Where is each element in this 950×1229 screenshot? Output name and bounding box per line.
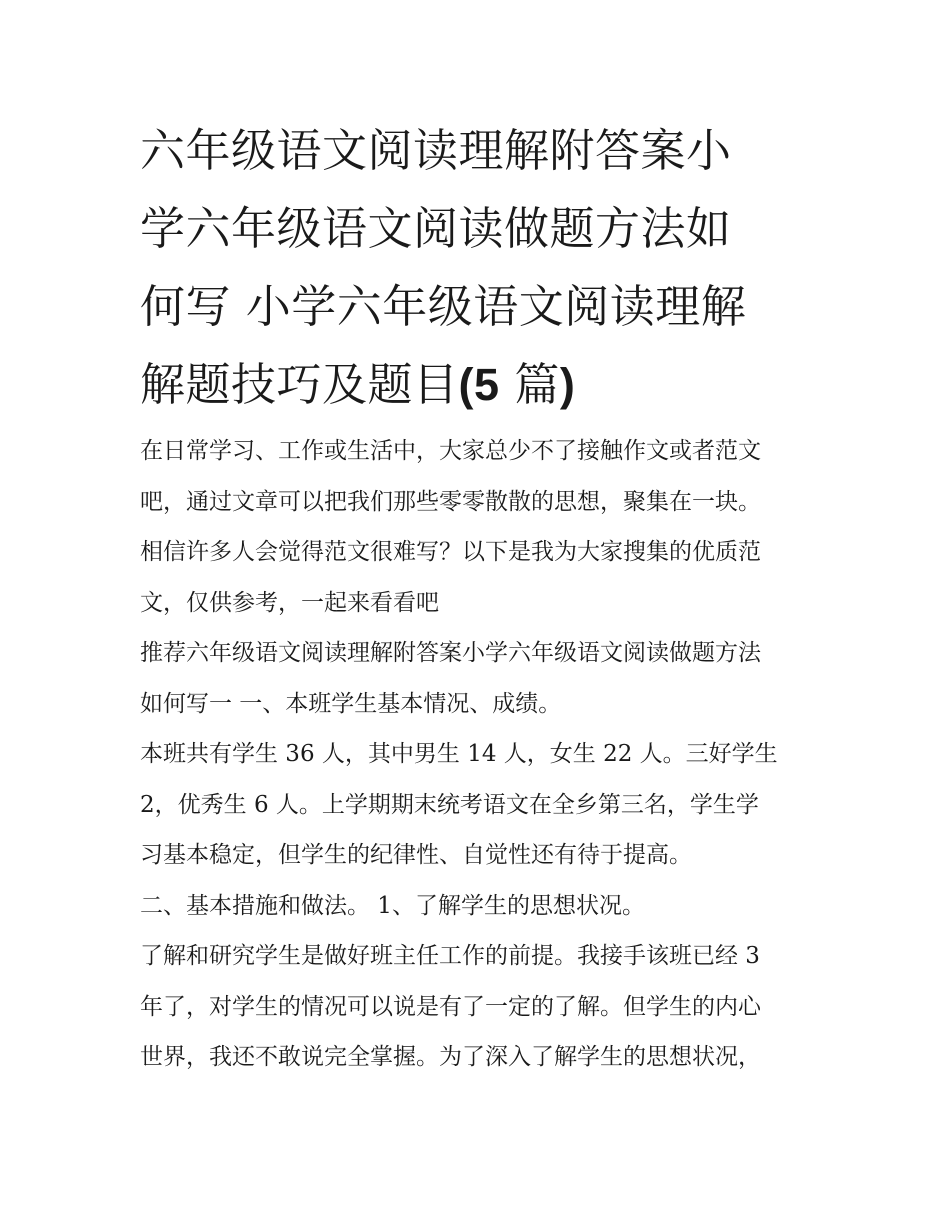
body-line: 在日常学习、工作或生活中，大家总少不了接触作文或者范文 <box>140 438 761 464</box>
body-line: 二、基本措施和做法。 1、了解学生的思想状况。 <box>140 892 645 919</box>
title-line: 学六年级语文阅读做题方法如 <box>140 202 732 255</box>
body-line: 了解和研究学生是做好班主任工作的前提。我接手该班已经 3 <box>140 943 760 969</box>
body-line: 相信许多人会觉得范文很难写？以下是我为大家搜集的优质范 <box>140 539 761 565</box>
body-line: 年了，对学生的情况可以说是有了一定的了解。但学生的内心 <box>140 993 761 1020</box>
document-body <box>140 426 814 1083</box>
body-line: 如何写一 一、本班学生基本情况、成绩。 <box>140 690 562 717</box>
title-line: 何写 小学六年级语文阅读理解 <box>140 280 747 333</box>
body-line: 推荐六年级语文阅读理解附答案小学六年级语文阅读做题方法 <box>140 640 761 666</box>
title-last-suffix: ) <box>559 359 576 410</box>
document-title <box>140 112 814 424</box>
document-page <box>140 112 814 1083</box>
title-last-mid: 篇 <box>499 358 560 411</box>
body-line: 吧，通过文章可以把我们那些零零散散的思想，聚集在一块。 <box>140 488 761 515</box>
title-line: 六年级语文阅读理解附答案小 <box>140 124 732 177</box>
body-line: 习基本稳定，但学生的纪律性、自觉性还有待于提高。 <box>140 842 692 868</box>
title-line-last <box>140 346 814 424</box>
body-line: 本班共有学生 36 人，其中男生 14 人，女生 22 人。三好学生 <box>140 741 778 767</box>
body-line: 文，仅供参考，一起来看看吧 <box>140 589 439 616</box>
body-line: 2，优秀生 6 人。上学期期末统考语文在全乡第三名，学生学 <box>140 791 759 818</box>
title-last-bold: (5 <box>458 359 500 410</box>
title-last-prefix: 解题技巧及题目 <box>140 358 459 411</box>
body-line: 世界，我还不敢说完全掌握。为了深入了解学生的思想状况， <box>140 1044 761 1070</box>
